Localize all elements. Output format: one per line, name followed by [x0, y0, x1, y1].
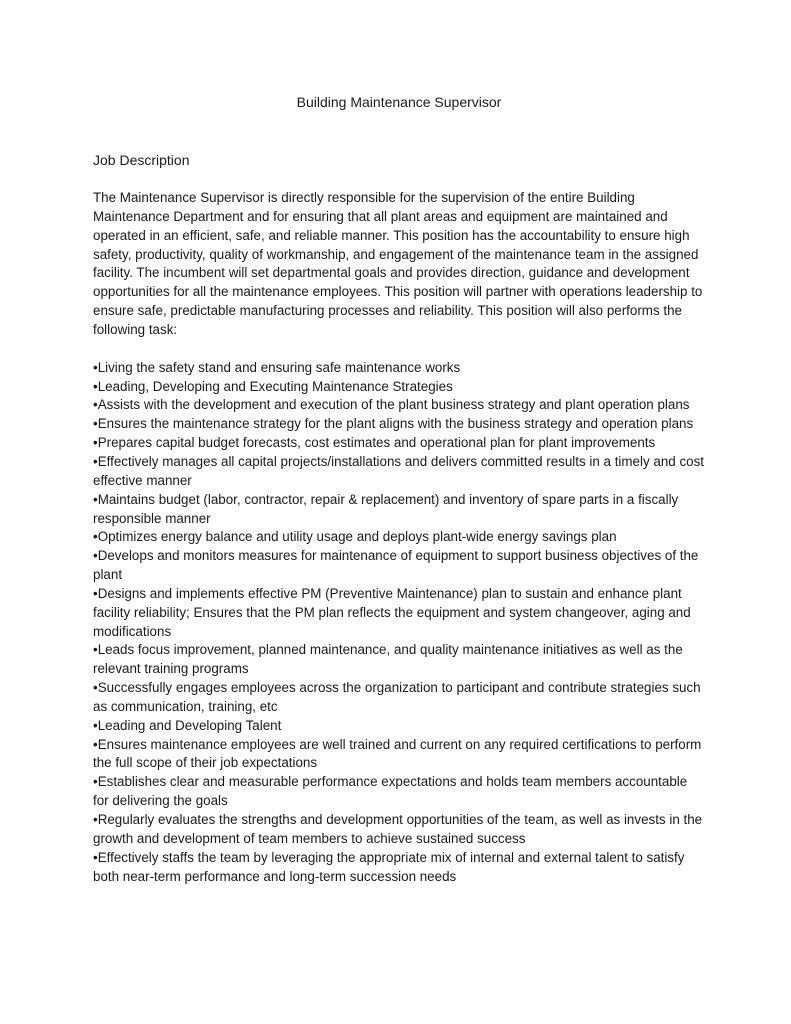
list-item: •Develops and monitors measures for maintenance of equipment to support business objectives of the plant — [93, 548, 699, 583]
list-item: •Prepares capital budget forecasts, cost estimates and operational plan for plant improvements — [93, 435, 656, 451]
list-item: •Designs and implements effective PM (Preventive Maintenance) plan to sustain and enhance plant facility reliability; Ensures that the PM plan reflects the equipment and system changeover, aging and modifications — [93, 585, 691, 639]
list-item: •Effectively manages all capital projects/installations and delivers committed results in a timely and cost effective manner — [93, 453, 705, 488]
list-item: •Ensures maintenance employees are well trained and current on any required certifications to perform the full scope of their job expectations — [93, 736, 702, 771]
task-list — [93, 359, 705, 887]
list-item: •Assists with the development and execution of the plant business strategy and plant operation plans — [93, 397, 690, 413]
list-item: •Leads focus improvement, planned maintenance, and quality maintenance initiatives as well as the relevant training programs — [93, 642, 683, 677]
list-item: •Leading and Developing Talent — [93, 717, 282, 733]
document-page — [93, 93, 705, 886]
list-item: •Regularly evaluates the strengths and development opportunities of the team, as well as invests in the growth and development of team members to achieve sustained success — [93, 812, 703, 846]
list-item: •Maintains budget (labor, contractor, repair & replacement) and inventory of spare parts in a fiscally responsible manner — [93, 491, 679, 526]
list-item: •Successfully engages employees across the organization to participant and contribute strategies such as communication, training, etc — [93, 680, 701, 714]
section-heading: Job Description — [93, 152, 190, 168]
document-title: Building Maintenance Supervisor — [296, 94, 502, 110]
list-item: •Leading, Developing and Executing Maintenance Strategies — [93, 378, 453, 394]
list-item: •Living the safety stand and ensuring safe maintenance works — [93, 359, 461, 375]
list-item: •Ensures the maintenance strategy for the plant aligns with the business strategy and operation plans — [93, 416, 694, 432]
list-item: •Effectively staffs the team by leveraging the appropriate mix of internal and external talent to satisfy both near-term performance and long-term succession needs — [93, 849, 685, 884]
list-item: •Establishes clear and measurable performance expectations and holds team members accountable for delivering the goals — [93, 774, 688, 809]
list-item: •Optimizes energy balance and utility usage and deploys plant-wide energy savings plan — [93, 529, 617, 545]
intro-paragraph: The Maintenance Supervisor is directly responsible for the supervision of the entire Building Maintenance Department and for ensuring that all plant areas and equipment are maintained and operated in an efficient, safe, and reliable manner. This position has the accountability to ensure high safety, productivity, quality of workmanship, and engagement of the maintenance team in the assigned facility. The incumbent will set departmental goals and provides direction, guidance and development opportunities for all the maintenance employees. This position will partner with operations leadership to ensure safe, predictable manufacturing processes and reliability. This position will also performs the following task: — [93, 190, 703, 337]
